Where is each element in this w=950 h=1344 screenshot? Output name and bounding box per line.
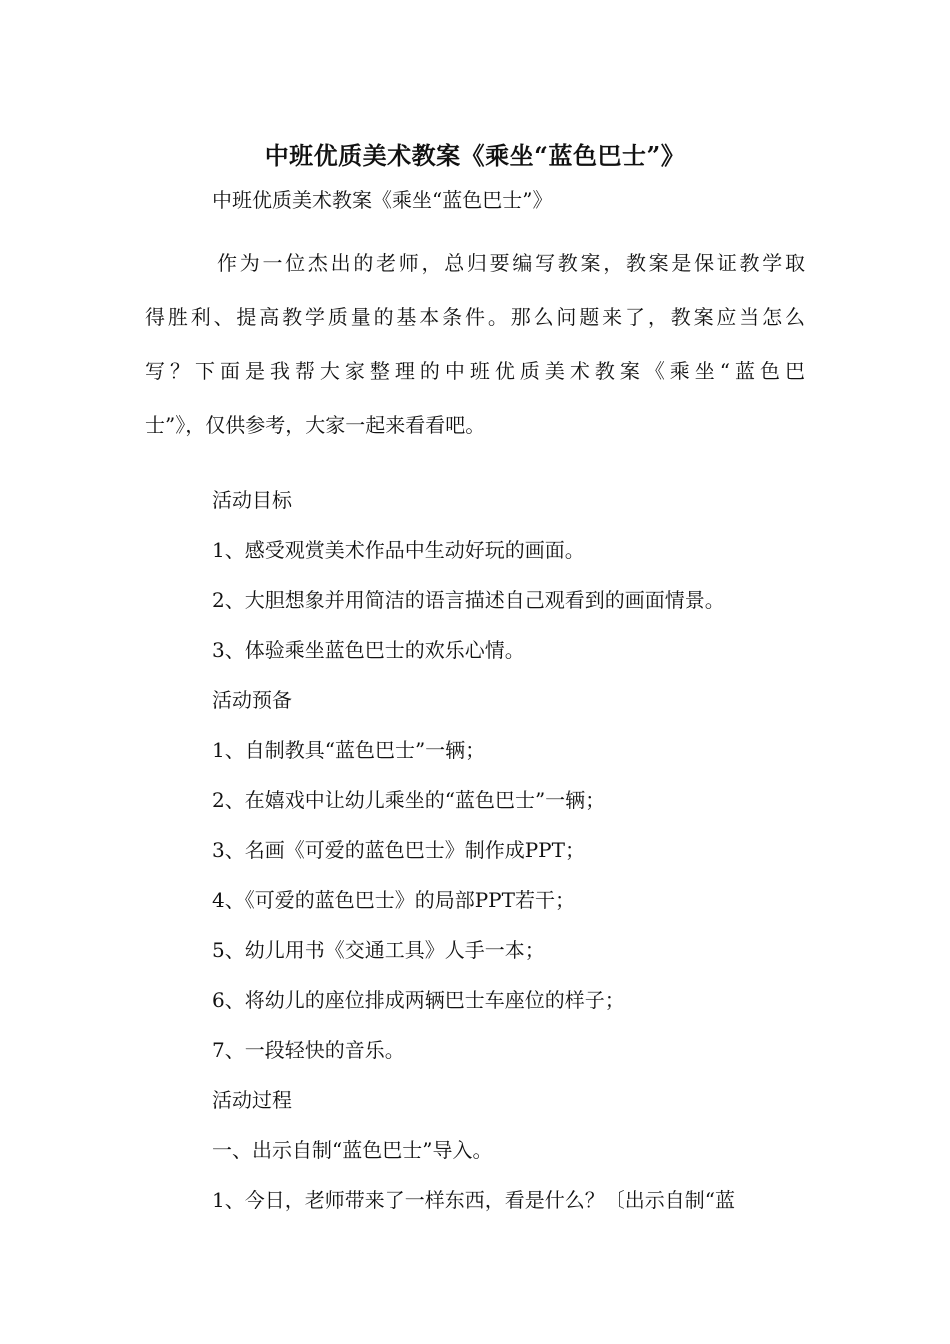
intro-line: 士”》，仅供参考，大家一起来看看吧。 [145, 413, 486, 437]
prep-item: 4、《可爱的蓝色巴士》的局部PPT若干； [212, 888, 575, 912]
section-heading-process: 活动过程 [212, 1088, 292, 1112]
prep-item: 3、名画《可爱的蓝色巴士》制作成PPT； [212, 838, 585, 862]
document-title: 中班优质美术教案《乘坐“蓝色巴士”》 [264, 141, 686, 170]
prep-item: 6、将幼儿的座位排成两辆巴士车座位的样子； [212, 988, 625, 1012]
prep-item: 7、一段轻快的音乐。 [212, 1038, 405, 1062]
goal-item: 1、感受观赏美术作品中生动好玩的画面。 [212, 538, 585, 562]
intro-paragraph [145, 236, 805, 452]
intro-line: 得胜利、提高教学质量的基本条件。那么问题来了，教案应当怎么 [145, 305, 805, 329]
process-step: 一、出示自制“蓝色巴士”导入。 [212, 1138, 493, 1162]
process-item: 1、今日，老师带来了一样东西，看是什么？〔出示自制“蓝 [212, 1188, 735, 1212]
goal-item: 3、体验乘坐蓝色巴士的欢乐心情。 [212, 638, 525, 662]
section-heading-prep: 活动预备 [212, 688, 292, 712]
intro-line: 作为一位杰出的老师，总归要编写教案，教案是保证教学取 [217, 251, 805, 275]
prep-item: 2、在嬉戏中让幼儿乘坐的“蓝色巴士”一辆； [212, 788, 606, 812]
section-heading-goals: 活动目标 [212, 488, 292, 512]
prep-item: 5、幼儿用书《交通工具》人手一本； [212, 938, 545, 962]
document-subtitle: 中班优质美术教案《乘坐“蓝色巴士”》 [212, 188, 553, 212]
intro-line: 写？下面是我帮大家整理的中班优质美术教案《乘坐“蓝色巴 [145, 359, 805, 383]
prep-item: 1、自制教具“蓝色巴士”一辆； [212, 738, 486, 762]
goal-item: 2、大胆想象并用简洁的语言描述自己观看到的画面情景。 [212, 588, 725, 612]
